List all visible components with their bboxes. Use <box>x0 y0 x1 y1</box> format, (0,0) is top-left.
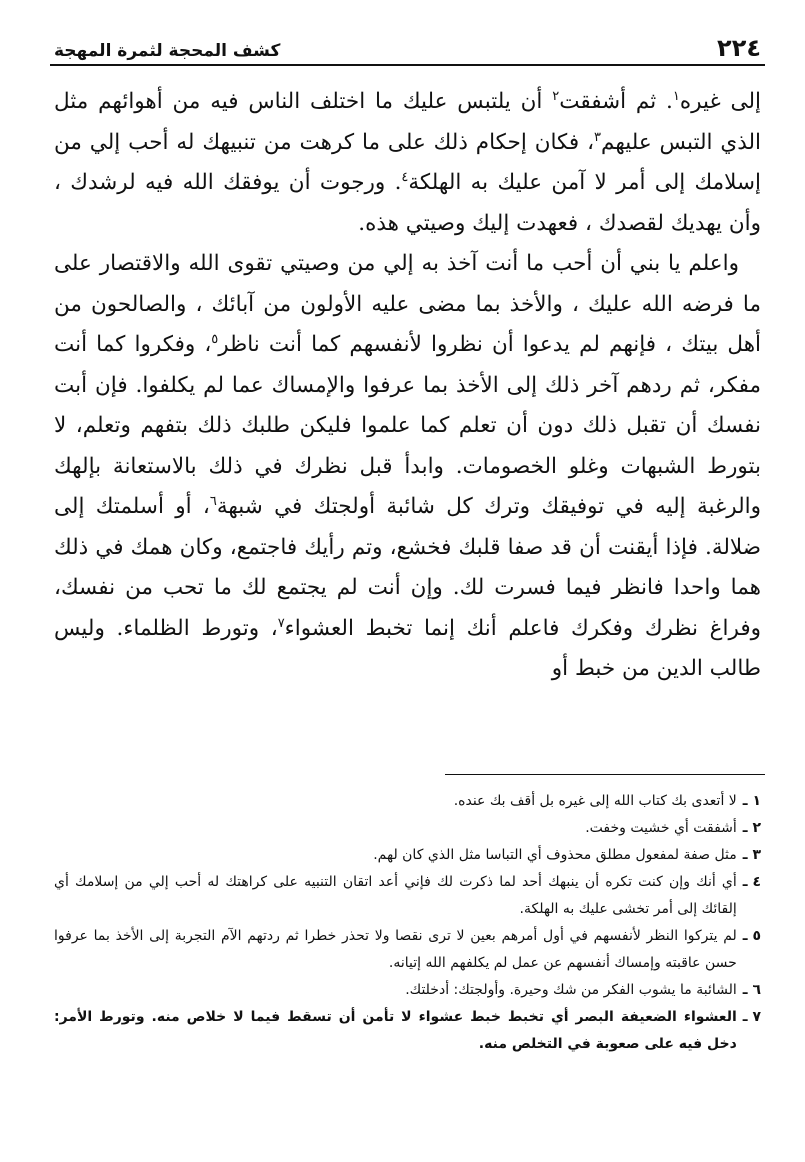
footnote-text: أي أنك وإن كنت تكره أن ينبهك أحد لما ذكرت لك فإني أعد اتقان التنبيه على كراهتك له أحب إلي من إسلامك أي إلقائك إلى أمر تخشى عليك به الهلكة. <box>54 874 737 917</box>
page-number: ٢٢٤ <box>717 34 761 62</box>
footnote-text: العشواء الضعيفة البصر أي تخبط خبط عشواء لا تأمن أن تسقط فيما لا خلاص منه. وتورط الأمر: دخل فيه على صعوبة في التخلص منه. <box>54 1009 737 1052</box>
text-run: إلى غيره <box>679 89 761 114</box>
footnote <box>54 788 761 815</box>
book-page <box>50 28 765 1138</box>
text-run: . ثم أشفقت <box>559 89 673 114</box>
footnote-number: ٦ ـ <box>742 982 761 998</box>
running-title: كشف المحجة لثمرة المهجة <box>54 41 281 61</box>
footnote-number: ٧ ـ <box>742 1009 761 1025</box>
text-run: ، فكان إحكام ذلك على ما كرهت من تنبيهك له أحب إلي من إسلامك إلى أمر لا آمن عليك به الهلكة <box>54 129 761 195</box>
footnote-text: أشفقت أي خشيت وخفت. <box>585 820 737 836</box>
footnote-ref: ٦ <box>209 493 217 509</box>
text-run: ، وفكروا كما أنت مفكر، ثم ردهم آخر ذلك إلى الأخذ بما عرفوا والإمساك عما لم يكلفوا. فإن أبت نفسك أن تقبل ذلك دون أن تعلم كما علموا فليكن طلبك ذلك بتفهم وتعلم، لا بتورط الشبهات وغلو الخصومات. وابدأ قبل نظرك في ذلك بالاستعانة بإلهك والرغبة إليه في توفيقك وترك كل شائبة أولجتك في شبهة <box>54 332 761 519</box>
footnote-text: لا أتعدى بك كتاب الله إلى غيره بل أقف بك عنده. <box>453 793 737 809</box>
footnote <box>54 842 761 869</box>
text-run: أن يلتبس عليك ما اختلف الناس فيه من أهوائهم مثل الذي التبس عليهم <box>54 89 762 155</box>
footnotes-list <box>50 788 765 1058</box>
text-run: واعلم يا بني أن أحب ما أنت آخذ به إلي من وصيتي تقوى الله والاقتصار على ما فرضه الله عليك ، والأخذ بما مضى عليه الأولون من آبائك ، والصالحون من أهل بيتك ، فإنهم لم يدعوا أن نظروا لأنفسهم كما أنت ناظر <box>54 251 762 357</box>
paragraph <box>54 244 761 690</box>
main-text <box>50 82 765 690</box>
footnote <box>54 1004 761 1058</box>
footnote-text: مثل صفة لمفعول مطلق محذوف أي التباسا مثل الذي كان لهم. <box>373 847 737 863</box>
footnote-ref: ٢ <box>552 88 560 104</box>
footnote-text: لم يتركوا النظر لأنفسهم في أول أمرهم بعين لا ترى نقصا ولا تحذر خطرا ثم ردتهم الآم التجربة إلى الأخذ بما عرفوا حسن عاقبته وإمساك أنفسهم عن عمل لم يكلفهم الله إتيانه. <box>54 928 737 971</box>
footnote-text: الشائبة ما يشوب الفكر من شك وحيرة. وأولجتك: أدخلتك. <box>405 982 737 998</box>
footnote-ref: ٣ <box>594 129 602 145</box>
page-header <box>50 28 765 66</box>
footnote-ref: ٧ <box>277 615 285 631</box>
footnote <box>54 923 761 977</box>
text-run: ، أو أسلمتك إلى ضلالة. فإذا أيقنت أن قد صفا قلبك فخشع، وتم رأيك فاجتمع، وكان همك في ذلك هما واحدا فانظر فيما فسرت لك. وإن أنت لم يجتمع لك ما تحب من نفسك، وفراغ نظرك وفكرك فاعلم أنك إنما تخبط العشواء <box>54 494 762 641</box>
footnote-ref: ٤ <box>401 169 409 185</box>
text-run: . ورجوت أن يوفقك الله فيه لرشدك ، وأن يهديك لقصدك ، فعهدت إليك وصيتي هذه. <box>54 170 761 236</box>
footnote <box>54 869 761 923</box>
footnote-number: ٤ ـ <box>742 874 761 890</box>
footnote-number: ٢ ـ <box>742 820 761 836</box>
footnote-ref: ١ <box>672 88 680 104</box>
paragraph <box>54 82 761 244</box>
footnote-number: ٣ ـ <box>742 847 761 863</box>
footnote-number: ٥ ـ <box>742 928 761 944</box>
footnote-divider <box>445 774 765 775</box>
footnote-number: ١ ـ <box>742 793 761 809</box>
footnote <box>54 977 761 1004</box>
text-run: ، وتورط الظلماء. وليس طالب الدين من خبط أو <box>54 615 761 681</box>
footnote-ref: ٥ <box>211 331 219 347</box>
footnote <box>54 815 761 842</box>
